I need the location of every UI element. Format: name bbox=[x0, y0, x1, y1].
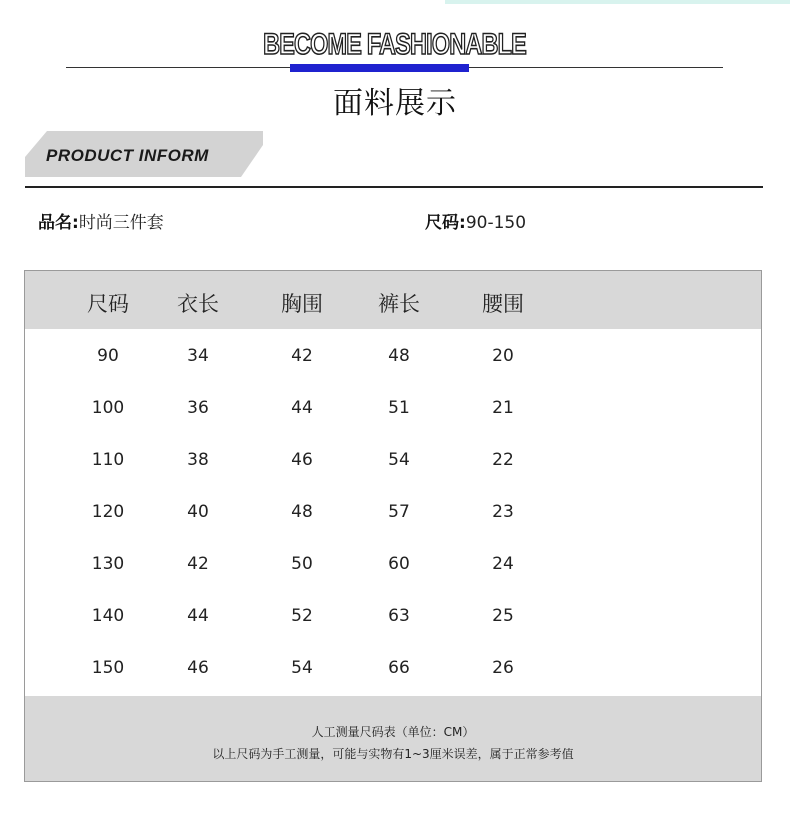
table-cell: 54 bbox=[388, 450, 410, 470]
table-cell: 40 bbox=[187, 502, 209, 522]
table-cell: 52 bbox=[291, 606, 313, 626]
brand-accent-bar bbox=[290, 64, 469, 72]
table-cell: 63 bbox=[388, 606, 410, 626]
product-inform-label: PRODUCT INFORM bbox=[46, 146, 209, 165]
table-cell: 150 bbox=[91, 658, 125, 678]
footer-unit-note: 人工测量尺码表（单位：CM） bbox=[311, 725, 475, 739]
table-cell: 90 bbox=[97, 346, 119, 366]
header-cell: 裤长 bbox=[378, 292, 420, 316]
table-cell: 21 bbox=[492, 398, 514, 418]
page-subtitle: 面料展示 bbox=[333, 86, 457, 121]
table-cell: 100 bbox=[91, 398, 125, 418]
product-name-label: 品名: bbox=[38, 213, 79, 233]
table-cell: 66 bbox=[388, 658, 410, 678]
table-cell: 48 bbox=[291, 502, 313, 522]
table-cell: 60 bbox=[388, 554, 410, 574]
table-cell: 42 bbox=[291, 346, 313, 366]
section-divider bbox=[25, 186, 763, 188]
table-header bbox=[25, 271, 761, 329]
table-cell: 44 bbox=[291, 398, 313, 418]
product-size-label: 尺码: bbox=[425, 213, 466, 233]
header-cell: 腰围 bbox=[482, 292, 524, 316]
table-cell: 38 bbox=[187, 450, 209, 470]
brand-heading bbox=[0, 28, 790, 62]
size-table bbox=[24, 270, 762, 782]
table-cell: 130 bbox=[91, 554, 125, 574]
table-cell: 50 bbox=[291, 554, 313, 574]
table-cell: 46 bbox=[187, 658, 209, 678]
header-cell: 胸围 bbox=[281, 292, 323, 316]
header-cell: 尺码 bbox=[87, 292, 129, 316]
table-footer bbox=[25, 696, 761, 781]
table-cell: 20 bbox=[492, 346, 514, 366]
table-cell: 36 bbox=[187, 398, 209, 418]
brand-title: BECOME FASHIONABLE bbox=[263, 28, 527, 61]
table-cell: 23 bbox=[492, 502, 514, 522]
table-cell: 25 bbox=[492, 606, 514, 626]
product-name bbox=[38, 208, 164, 233]
table-cell: 22 bbox=[492, 450, 514, 470]
table-cell: 48 bbox=[388, 346, 410, 366]
table-cell: 42 bbox=[187, 554, 209, 574]
header-cell: 衣长 bbox=[177, 292, 219, 316]
table-cell: 46 bbox=[291, 450, 313, 470]
product-size-value: 90-150 bbox=[465, 213, 527, 233]
table-cell: 54 bbox=[291, 658, 313, 678]
table-cell: 51 bbox=[388, 398, 410, 418]
table-cell: 24 bbox=[492, 554, 514, 574]
table-cell: 110 bbox=[91, 450, 125, 470]
table-cell: 44 bbox=[187, 606, 209, 626]
table-cell: 34 bbox=[187, 346, 209, 366]
product-size bbox=[425, 208, 526, 233]
footer-disclaimer: 以上尺码为手工测量，可能与实物有1~3厘米误差，属于正常参考值 bbox=[212, 747, 574, 761]
top-accent-strip bbox=[445, 0, 790, 4]
table-cell: 140 bbox=[91, 606, 125, 626]
table-cell: 26 bbox=[492, 658, 514, 678]
product-name-value: 时尚三件套 bbox=[78, 213, 164, 233]
table-cell: 120 bbox=[91, 502, 125, 522]
table-cell: 57 bbox=[388, 502, 410, 522]
